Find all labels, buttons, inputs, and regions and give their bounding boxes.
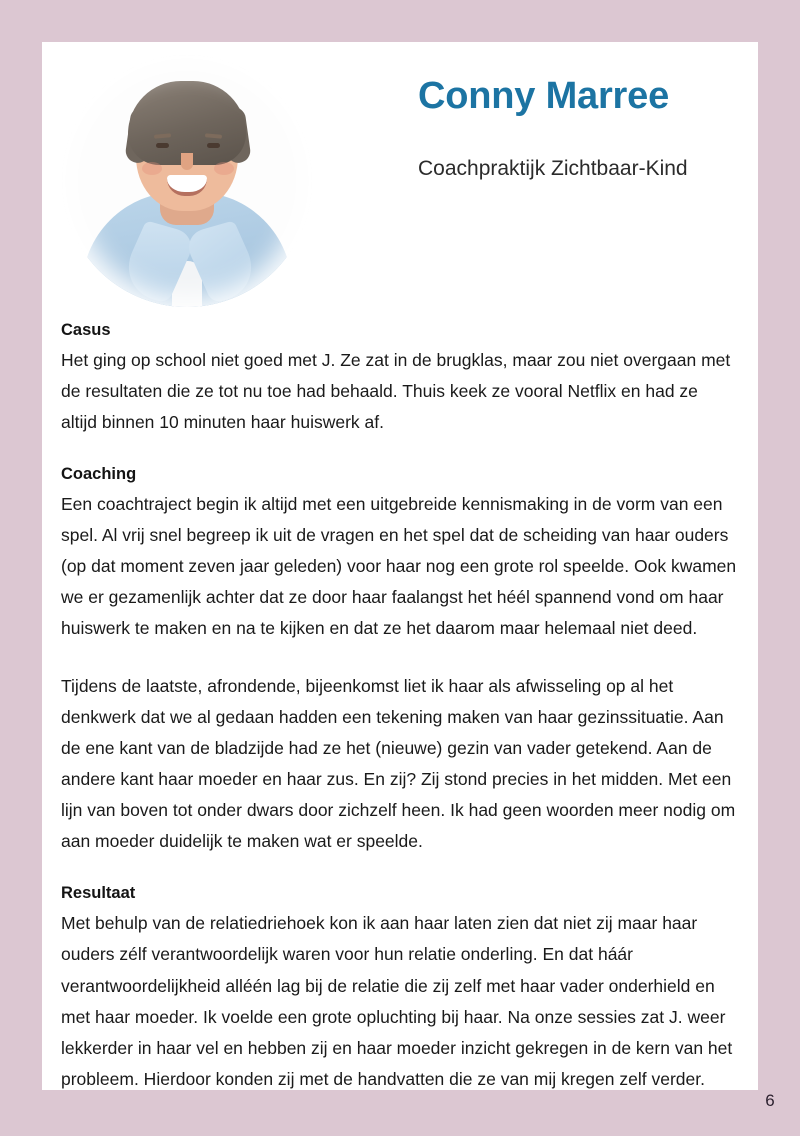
section-casus <box>61 318 737 438</box>
portrait-illustration <box>62 55 312 307</box>
section-paragraph: Met behulp van de relatiedriehoek kon ik aan haar laten zien dat niet zij maar haar ouders zélf verantwoordelijk waren voor hun relatie onderling. En dat háár verantwoordelijkheid alléén lag bij de relatie die zij zelf met haar vader onderhield en met haar moeder. Ik voelde een grote opluchting bij haar. Na onze sessies zat J. weer lekkerder in haar vel en hebben zij en haar moeder inzicht gekregen in de kern van het probleem. Hierdoor konden zij met de handvatten die ze van mij kregen zelf verder. <box>61 913 733 1089</box>
document-body <box>61 318 737 1095</box>
header-text-block <box>418 42 758 181</box>
section-resultaat <box>61 881 737 1095</box>
document-header <box>42 42 758 314</box>
page-number: 6 <box>765 1091 775 1110</box>
section-coaching <box>61 462 737 857</box>
section-heading: Resultaat <box>61 884 136 903</box>
page-subtitle: Coachpraktijk Zichtbaar-Kind <box>418 156 688 180</box>
section-heading: Casus <box>61 321 111 339</box>
portrait-photo <box>62 55 312 307</box>
section-paragraph: Een coachtraject begin ik altijd met een uitgebreide kennismaking in de vorm van een spel. Al vrij snel begreep ik uit de vragen en het spel dat de scheiding van haar ouders (op dat moment zeven jaar geleden) voor haar nog een grote rol speelde. Ook kwamen we er gezamenlijk achter dat ze door haar faalangst het héél spannend vond om haar huiswerk te maken en na te kijken en dat ze het daarom maar helemaal niet deed. <box>61 493 737 639</box>
section-heading: Coaching <box>61 465 137 484</box>
page-sheet <box>42 42 758 1090</box>
page-title: Conny Marree <box>418 75 670 117</box>
section-paragraph: Tijdens de laatste, afrondende, bijeenkomst liet ik haar als afwisseling op al het denkwerk dat we al gedaan hadden een tekening maken van haar gezinssituatie. Aan de ene kant van de bladzijde had ze het (nieuwe) gezin van vader getekend. Aan de andere kant haar moeder en haar zus. En zij? Zij stond precies in het midden. Met een lijn van boven tot onder dwars door zichzelf heen. Ik had geen woorden meer nodig om aan moeder duidelijk te maken wat er speelde. <box>61 675 736 852</box>
section-paragraph: Het ging op school niet goed met J. Ze zat in de brugklas, maar zou niet overgaan met de resultaten die ze tot nu toe had behaald. Thuis keek ze vooral Netflix en had ze altijd binnen 10 minuten haar huiswerk af. <box>61 349 731 433</box>
